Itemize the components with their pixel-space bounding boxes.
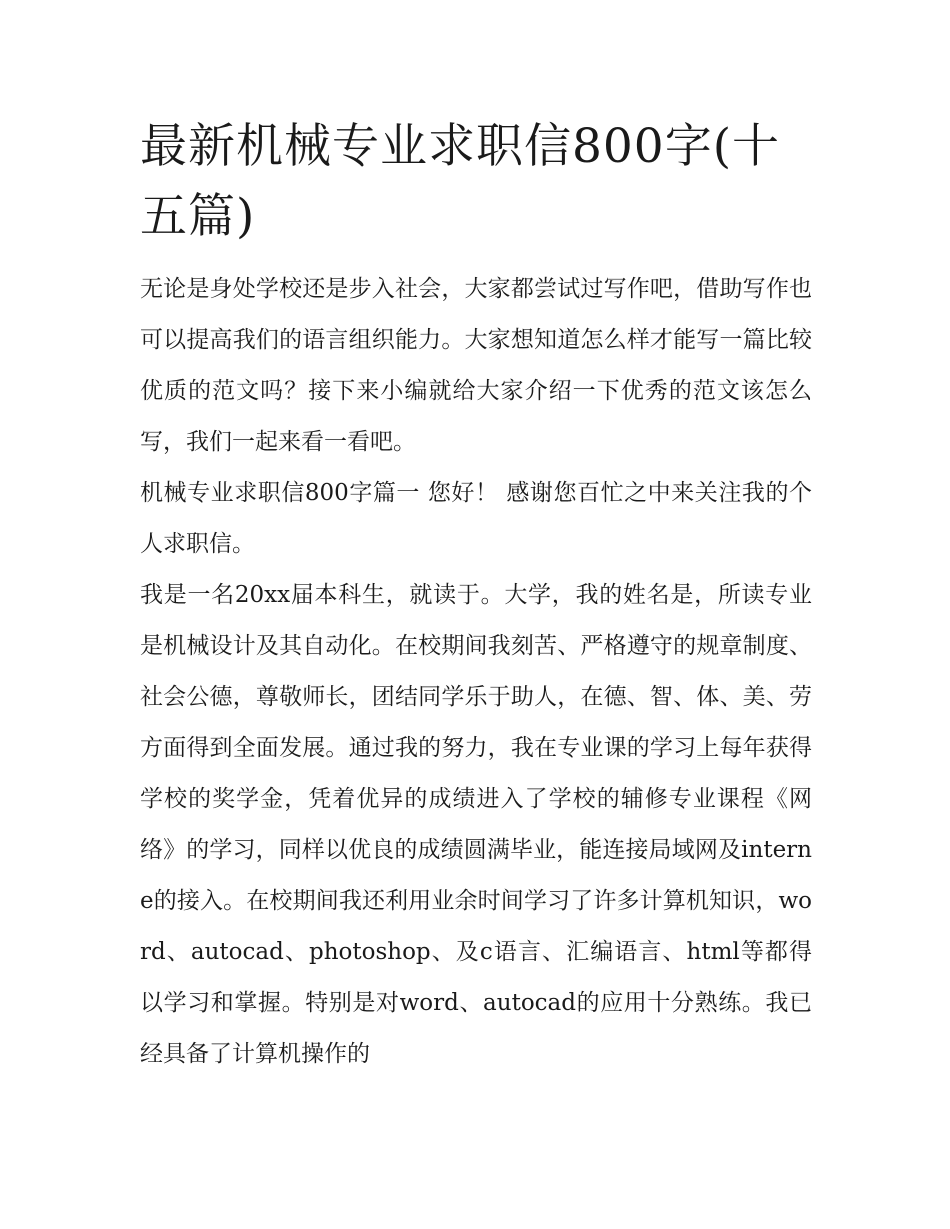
document-title: 最新机械专业求职信800字(十五篇)	[140, 119, 781, 244]
document-body	[140, 264, 812, 1080]
document-content	[140, 112, 812, 1080]
letter-opening-paragraph: 机械专业求职信800字篇一 您好！ 感谢您百忙之中来关注我的个人求职信。	[140, 480, 812, 557]
intro-paragraph: 无论是身处学校还是步入社会，大家都尝试过写作吧，借助写作也可以提高我们的语言组织能力。大家想知道怎么样才能写一篇比较优质的范文吗？接下来小编就给大家介绍一下优秀的范文该怎么写，我们一起来看一看吧。	[140, 276, 812, 455]
letter-body-paragraph: 我是一名20xx届本科生，就读于。大学，我的姓名是，所读专业是机械设计及其自动化。在校期间我刻苦、严格遵守的规章制度、社会公德，尊敬师长，团结同学乐于助人，在德、智、体、美、劳方面得到全面发展。通过我的努力，我在专业课的学习上每年获得学校的奖学金，凭着优异的成绩进入了学校的辅修专业课程《网络》的学习，同样以优良的成绩圆满毕业，能连接局域网及interne的接入。在校期间我还利用业余时间学习了许多计算机知识，word、autocad、photoshop、及c语言、汇编语言、html等都得以学习和掌握。特别是对word、autocad的应用十分熟练。我已经具备了计算机操作的	[140, 582, 812, 1067]
